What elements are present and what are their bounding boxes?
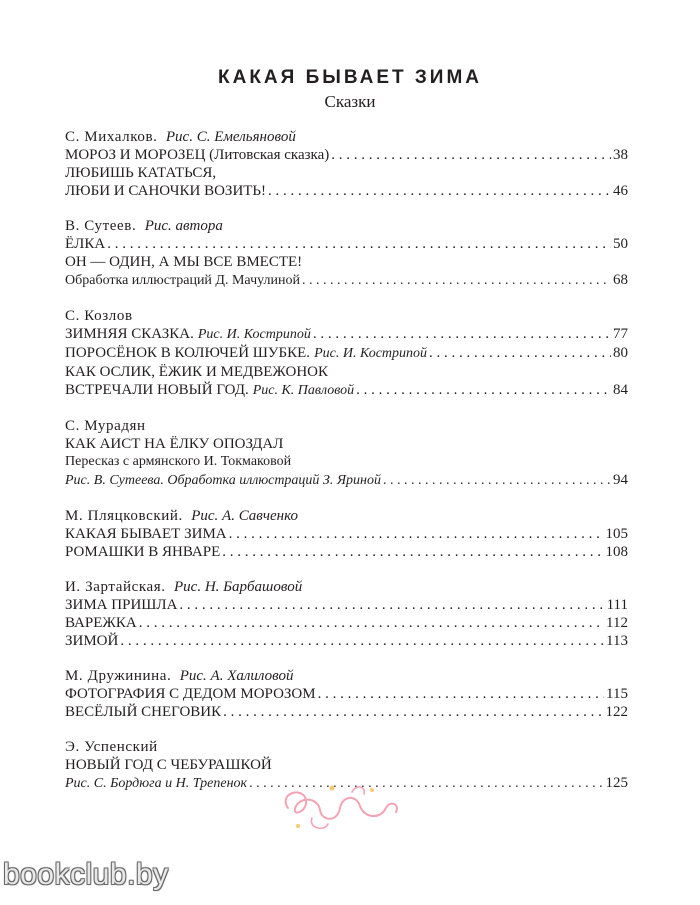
author-line — [65, 417, 628, 435]
toc-entry[interactable] — [65, 525, 628, 543]
entry-title-line — [65, 253, 628, 271]
entry-title: ВАРЕЖКА — [65, 615, 137, 631]
entry-page: 108 — [605, 544, 628, 560]
entry-title-line — [65, 164, 628, 182]
ornament-stroke — [311, 818, 328, 828]
illustrator-credit: Рис. Н. Барбашовой — [174, 579, 303, 595]
entry-title: ЗИМНЯЯ СКАЗКА. — [65, 326, 194, 342]
dot-leader — [229, 525, 604, 543]
author-line — [65, 128, 628, 146]
toc-entry[interactable] — [65, 344, 628, 363]
illustrator-credit: Рис. И. Кострипой — [314, 346, 428, 361]
entry-title-line — [65, 435, 628, 453]
toc-section-zartayskaya — [65, 578, 628, 650]
entry-title: ЛЮБИ И САНОЧКИ ВОЗИТЬ! — [65, 183, 267, 199]
entry-title-line — [65, 756, 628, 774]
entry-page: 125 — [605, 775, 628, 791]
entry-title-first-line: ЛЮБИШЬ КАТАТЬСЯ, — [65, 165, 217, 181]
illustrator-credit: Рис. автора — [144, 218, 223, 234]
entry-title: ЗИМОЙ — [65, 633, 119, 649]
dot-leader — [107, 235, 611, 253]
entry-note: Пересказ с армянского И. Токмаковой — [65, 454, 292, 469]
dot-leader — [268, 182, 611, 200]
author-name: Э. Успенский — [65, 739, 158, 755]
entry-note: Обработка иллюстраций Д. Мачулиной — [65, 273, 300, 288]
toc-entry[interactable] — [65, 685, 628, 703]
illustrator-credit: Рис. С. Бордюга и Н. Трепенок — [65, 776, 248, 791]
toc-entry[interactable] — [65, 596, 628, 614]
author-name: С. Михалков. — [65, 129, 158, 145]
illustrator-credit: Рис. А. Халиловой — [179, 668, 294, 684]
entry-title: ПОРОСЁНОК В КОЛЮЧЕЙ ШУБКЕ. — [65, 345, 311, 361]
dot-leader — [222, 543, 603, 561]
entry-title: РОМАШКИ В ЯНВАРЕ — [65, 544, 221, 560]
dot-leader — [383, 472, 611, 490]
entry-page: 84 — [613, 382, 628, 398]
illustrator-credit: Рис. А. Савченко — [191, 508, 299, 524]
table-of-contents — [65, 128, 628, 810]
entry-page: 122 — [605, 704, 628, 720]
dot-leader — [318, 685, 604, 703]
toc-entry[interactable] — [65, 543, 628, 561]
author-line — [65, 217, 628, 235]
dot-leader — [139, 614, 604, 632]
author-name: С. Козлов — [65, 308, 133, 324]
author-name: В. Сутеев. — [65, 218, 137, 234]
entry-title-first-line: КАК АИСТ НА ЁЛКУ ОПОЗДАЛ — [65, 436, 284, 452]
entry-title: ВЕСЁЛЫЙ СНЕГОВИК — [65, 704, 222, 720]
illustrator-credit: Рис. В. Сутеева. Обработка иллюстраций З. Яриной — [65, 473, 382, 488]
toc-entry[interactable] — [65, 325, 628, 344]
toc-entry[interactable] — [65, 146, 628, 164]
entry-page: 111 — [606, 597, 628, 613]
ornament-dot — [296, 824, 300, 828]
book-subtitle: Сказки — [324, 92, 376, 111]
entry-title-first-line: НОВЫЙ ГОД С ЧЕБУРАШКОЙ — [65, 757, 272, 773]
author-line — [65, 738, 628, 756]
entry-page: 80 — [613, 345, 628, 361]
dot-leader — [179, 596, 604, 614]
ornament-dot — [370, 788, 374, 792]
author-name: И. Зартайская. — [65, 579, 166, 595]
entry-page: 112 — [606, 615, 628, 631]
toc-section-suteev — [65, 217, 628, 290]
ornament-dot — [330, 786, 335, 791]
entry-title: ВСТРЕЧАЛИ НОВЫЙ ГОД. — [65, 382, 249, 398]
toc-section-mikhalkov — [65, 128, 628, 200]
toc-section-plyatskovsky — [65, 507, 628, 561]
dot-leader — [313, 325, 611, 343]
book-title: КАКАЯ БЫВАЕТ ЗИМА — [218, 67, 482, 88]
author-line — [65, 507, 628, 525]
entry-note-line — [65, 453, 628, 471]
entry-page: 77 — [613, 326, 628, 342]
entry-page: 46 — [613, 183, 628, 199]
dot-leader — [429, 344, 611, 362]
dot-leader — [223, 703, 603, 721]
author-line — [65, 667, 628, 685]
illustrator-credit: Рис. К. Павловой — [252, 383, 355, 398]
ornament-swirl — [268, 778, 408, 838]
entry-title-first-line: ОН — ОДИН, А МЫ ВСЕ ВМЕСТЕ! — [65, 254, 303, 270]
watermark-logo: bookclub.by — [3, 858, 169, 891]
author-name: С. Мурадян — [65, 418, 146, 434]
entry-page: 50 — [613, 236, 628, 252]
entry-page: 115 — [606, 686, 628, 702]
entry-title-first-line: КАК ОСЛИК, ЁЖИК И МЕДВЕЖОНОК — [65, 364, 328, 380]
dot-leader — [356, 381, 611, 399]
dot-leader — [120, 632, 604, 650]
toc-section-muradyan — [65, 417, 628, 490]
toc-entry[interactable] — [65, 381, 628, 400]
entry-page: 94 — [613, 472, 628, 488]
illustrator-credit: Рис. И. Кострипой — [197, 327, 311, 342]
dot-leader — [302, 272, 611, 290]
toc-section-druzhinina — [65, 667, 628, 721]
toc-entry[interactable] — [65, 182, 628, 200]
author-line — [65, 578, 628, 596]
entry-title: КАКАЯ БЫВАЕТ ЗИМА — [65, 526, 227, 542]
author-name: М. Пляцковский. — [65, 508, 183, 524]
author-line — [65, 307, 628, 325]
toc-section-kozlov — [65, 307, 628, 400]
entry-title: ФОТОГРАФИЯ С ДЕДОМ МОРОЗОМ — [65, 686, 316, 702]
entry-title-line — [65, 363, 628, 381]
ornament-stroke — [352, 787, 364, 794]
entry-page: 38 — [613, 147, 628, 163]
entry-page: 113 — [606, 633, 628, 649]
toc-entry[interactable] — [65, 614, 628, 632]
toc-entry[interactable] — [65, 471, 628, 490]
entry-page: 68 — [613, 272, 628, 288]
toc-entry[interactable] — [65, 235, 628, 253]
entry-title: ЁЛКА — [65, 236, 106, 252]
toc-entry[interactable] — [65, 703, 628, 721]
ornament-stroke — [286, 792, 397, 818]
entry-title: МОРОЗ И МОРОЗЕЦ (Литовская сказка) — [65, 147, 330, 163]
author-name: М. Дружинина. — [65, 668, 172, 684]
entry-title: ЗИМА ПРИШЛА — [65, 597, 178, 613]
toc-entry[interactable] — [65, 271, 628, 290]
illustrator-credit: Рис. С. Емельяновой — [165, 129, 296, 145]
entry-page: 105 — [605, 526, 628, 542]
dot-leader — [331, 146, 611, 164]
toc-entry[interactable] — [65, 632, 628, 650]
